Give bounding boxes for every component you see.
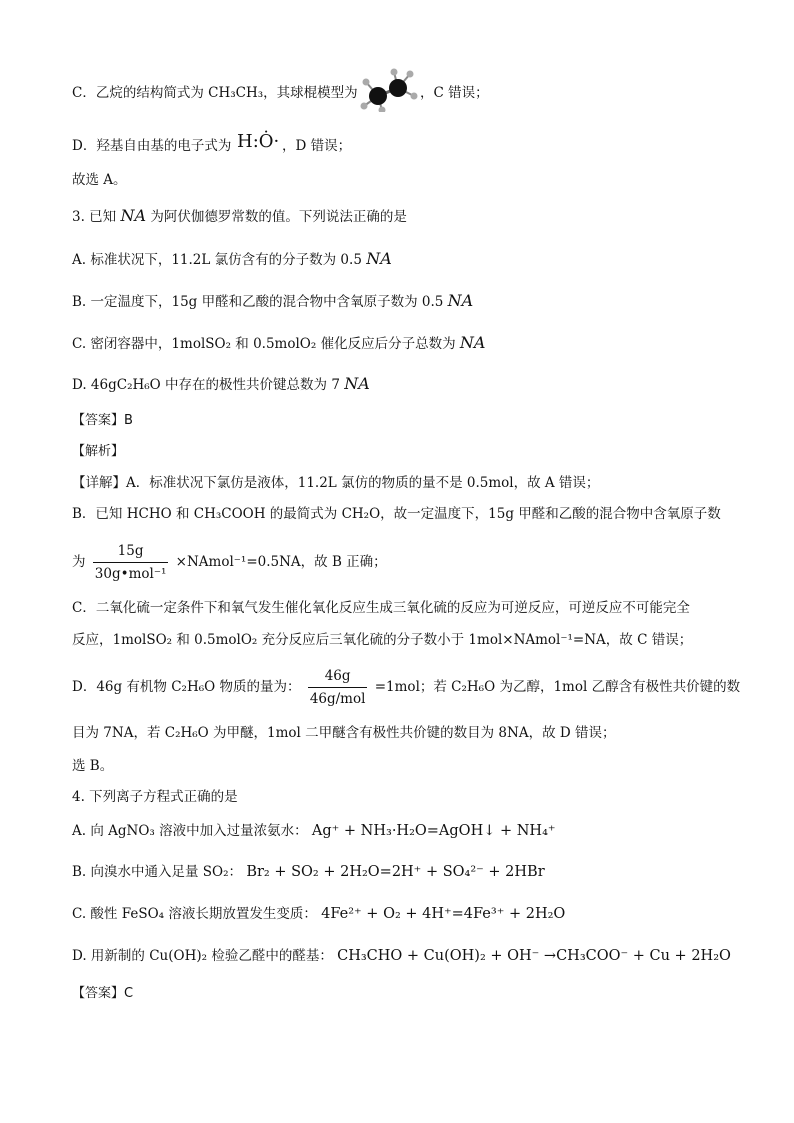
q3-option-a-text: A. 标准状况下，11.2L 氯仿含有的分子数为 0.5 [72,252,362,268]
option-d-text: D．羟基自由基的电子式为 [72,138,232,154]
answer-label-c: 【答案】C [72,986,134,1001]
detail-d-line2: 目为 7NA，若 C₂H₆O 为甲醚，1mol 二甲醚含有极性共价键的数目为 8NA，故 D 错误； [72,725,616,741]
detail-d-suffix: =1mol；若 C₂H₆O 为乙醇，1mol 乙醇含有极性共价键的数 [374,679,741,695]
option-c-tail: ，C 错误； [420,85,489,101]
analysis-label: 【解析】 [72,444,125,459]
q4-option-a-equation: Ag⁺ + NH₃·H₂O=AgOH↓ + NH₄⁺ [311,823,556,839]
detail-b-line2 [72,540,387,585]
q4-option-c-text: C. 酸性 FeSO₄ 溶液长期放置发生变质： [72,906,317,922]
question-3-stem [72,206,407,227]
q4-option-c [72,904,565,924]
detail-b-prefix: 为 [72,554,86,570]
fraction-numerator: 15g [117,543,144,559]
option-c-text: C．乙烷的结构简式为 CH₃CH₃，其球棍模型为 [72,85,358,101]
ethane-ball-stick-model-icon [358,66,418,112]
detail-c-line1: C．二氧化硫一定条件下和氧气发生催化氧化反应生成三氧化硫的反应为可逆反应，可逆反应不可能完全 [72,600,690,616]
q3-option-b-text: B. 一定温度下，15g 甲醛和乙酸的混合物中含氧原子数为 0.5 [72,294,444,310]
hydroxyl-electron-formula: H:Ȯ· [237,131,280,152]
fraction-numerator: 46g [324,668,351,684]
choose-a-line: 故选 A。 [72,172,127,188]
detail-b-suffix: ×NAmol⁻¹=0.5NA，故 B 正确； [175,554,387,570]
option-d-tail: ，D 错误； [282,138,352,154]
q4-option-c-equation: 4Fe²⁺ + O₂ + 4H⁺=4Fe³⁺ + 2H₂O [321,906,566,922]
na-symbol: NA [447,291,474,310]
na-symbol: NA [366,249,392,268]
detail-a: 【详解】A．标准状况下氯仿是液体，11.2L 氯仿的物质的量不是 0.5mol，故 A 错误； [72,475,600,491]
fraction-denominator: 46g/mol [308,687,368,710]
q4-option-a-text: A. 向 AgNO₃ 溶液中加入过量浓氨水： [72,823,308,839]
q3-option-c [72,333,485,354]
q3-option-a [72,249,392,270]
q4-option-b-text: B. 向溴水中通入足量 SO₂： [72,864,243,880]
fraction-46g [308,665,368,710]
q3-option-b [72,291,473,312]
q3-option-d-text: D. 46gC₂H₆O 中存在的极性共价键总数为 7 [72,377,340,393]
na-symbol: NA [120,206,147,225]
fraction-denominator: 30g•mol⁻¹ [93,562,169,585]
detail-d-line1 [72,665,740,710]
na-symbol: NA [344,374,370,393]
q3-stem-suffix: 为阿伏伽德罗常数的值。下列说法正确的是 [150,209,407,225]
choose-b-line: 选 B。 [72,758,114,774]
q4-option-b-equation: Br₂ + SO₂ + 2H₂O=2H⁺ + SO₄²⁻ + 2HBr [246,864,545,880]
q4-option-b [72,862,545,882]
detail-b-line1: B．已知 HCHO 和 CH₃COOH 的最简式为 CH₂O，故一定温度下，15g 甲醛和乙酸的混合物中含氧原子数 [72,506,721,522]
answer-label-b: 【答案】B [72,413,133,428]
fraction-15g [93,540,169,585]
option-c-ethane [72,83,358,103]
na-symbol: NA [459,333,486,352]
detail-c-line2: 反应，1molSO₂ 和 0.5molO₂ 充分反应后三氧化硫的分子数小于 1mol×NAmol⁻¹=NA，故 C 错误； [72,632,693,648]
detail-d-prefix: D．46g 有机物 C₂H₆O 物质的量为： [72,679,301,695]
q3-stem-prefix: 3. 已知 [72,209,117,225]
q4-option-d-equation: CH₃CHO + Cu(OH)₂ + OH⁻ →CH₃COO⁻ + Cu + 2H₂O [337,948,731,964]
q4-option-a [72,821,556,841]
q3-option-d [72,374,370,395]
q3-option-c-text: C. 密闭容器中，1molSO₂ 和 0.5molO₂ 催化反应后分子总数为 [72,336,456,352]
q4-option-d-text: D. 用新制的 Cu(OH)₂ 检验乙醛中的醛基： [72,948,333,964]
q4-option-d [72,946,731,966]
question-4-stem: 4. 下列离子方程式正确的是 [72,789,238,805]
